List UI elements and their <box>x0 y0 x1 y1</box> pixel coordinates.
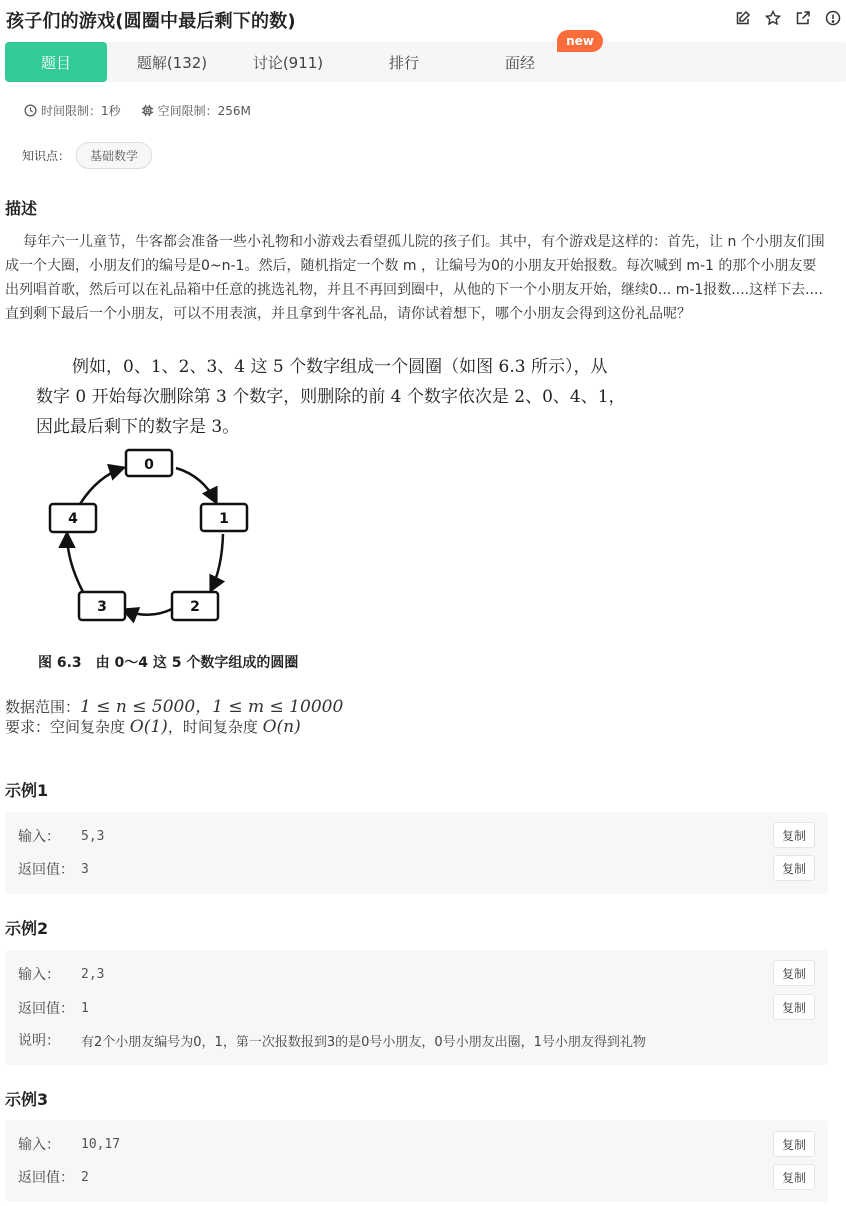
header-actions <box>734 9 842 27</box>
knowledge-label: 知识点： <box>22 149 71 163</box>
space-complexity: O(1) <box>129 717 168 737</box>
example-3-heading: 示例3 <box>5 1090 49 1109</box>
svg-text:1: 1 <box>219 511 229 527</box>
example-2-output-row: 返回值： 1 <box>18 1000 89 1017</box>
space-limit <box>141 102 251 119</box>
tab-discussion[interactable]: 讨论(911) <box>252 53 324 72</box>
time-complexity: O(n) <box>262 717 301 737</box>
new-badge: new <box>557 30 603 52</box>
example-1-input: 5,3 <box>81 828 105 844</box>
range-math: 1 ≤ n ≤ 5000，1 ≤ m ≤ 10000 <box>80 697 344 717</box>
clock-icon <box>24 104 37 117</box>
star-icon[interactable] <box>764 9 782 27</box>
example-2-input: 2,3 <box>81 966 105 982</box>
example-2-input-row: 输入： 2,3 <box>18 966 105 983</box>
copy-output-button[interactable]: 复制 <box>773 994 815 1020</box>
node-3 <box>79 592 125 620</box>
example-1-box <box>5 812 828 894</box>
figure-line-2: 数字 0 开始每次删除第 3 个数字，则删除的前 4 个数字依次是 2、0、4、1， <box>36 387 626 407</box>
svg-text:2: 2 <box>190 599 200 615</box>
arc-3-4 <box>67 534 83 592</box>
time-limit-text: 时间限制：1秒 <box>41 104 121 118</box>
knowledge-tag[interactable]: 基础数学 <box>76 142 152 169</box>
limits <box>24 102 271 119</box>
tab-bar <box>5 42 846 82</box>
copy-output-button[interactable]: 复制 <box>773 1164 815 1190</box>
tab-ranking[interactable]: 排行 <box>388 53 419 72</box>
space-limit-text: 空间限制：256M <box>157 104 251 118</box>
arc-4-0 <box>80 468 123 504</box>
svg-text:3: 3 <box>97 599 107 615</box>
complexity-requirement: 要求：空间复杂度 O(1)，时间复杂度 O(n) <box>5 717 301 737</box>
copy-input-button[interactable]: 复制 <box>773 822 815 848</box>
data-range: 数据范围：1 ≤ n ≤ 5000，1 ≤ m ≤ 10000 <box>5 697 344 717</box>
example-2-output: 1 <box>81 1000 89 1016</box>
example-1-heading: 示例1 <box>5 781 49 800</box>
node-1 <box>201 504 247 531</box>
circle-diagram <box>18 346 718 646</box>
svg-text:4: 4 <box>68 511 78 527</box>
arc-1-2 <box>211 534 223 590</box>
edit-icon[interactable] <box>734 9 752 27</box>
example-3-output: 2 <box>81 1169 89 1185</box>
knowledge-point <box>22 142 152 169</box>
svg-text:0: 0 <box>144 457 154 473</box>
node-4 <box>50 504 96 532</box>
tab-interview[interactable]: 面经 <box>504 53 535 72</box>
example-2-heading: 示例2 <box>5 919 49 938</box>
example-3-box <box>5 1120 828 1202</box>
figure-line-1: 例如，0、1、2、3、4 这 5 个数字组成一个圆圈（如图 6.3 所示），从 <box>72 357 608 377</box>
description-heading: 描述 <box>5 199 38 218</box>
tab-solutions[interactable]: 题解(132) <box>136 53 208 72</box>
arc-2-3 <box>124 609 172 615</box>
example-2-note-row: 说明： 有2个小朋友编号为0，1，第一次报数报到3的是0号小朋友，0号小朋友出圈，1号小朋友得到礼物 <box>18 1030 646 1050</box>
title-bar <box>0 0 846 38</box>
tab-problem[interactable]: 题目 <box>5 42 107 82</box>
example-3-output-row: 返回值： 2 <box>18 1169 89 1186</box>
page-title: 孩子们的游戏(圆圈中最后剩下的数) <box>6 11 296 32</box>
example-2-note: 有2个小朋友编号为0，1，第一次报数报到3的是0号小朋友，0号小朋友出圈，1号小朋友得到礼物 <box>81 1034 646 1050</box>
copy-input-button[interactable]: 复制 <box>773 1131 815 1157</box>
external-link-icon[interactable] <box>794 9 812 27</box>
description-text: 每年六一儿童节，牛客都会准备一些小礼物和小游戏去看望孤儿院的孩子们。其中，有个游戏是这样的：首先，让 n 个小朋友们围成一个大圈，小朋友们的编号是0~n-1。然后，随机指定一个数 m ，让编号为0的小朋友开始报数。每次喊到 m-1 的那个小朋友要出列唱首歌，然后可以在礼品箱中任意的挑选礼物，并且不再回到圈中，从他的下一个小朋友开始，继续0... m-1报数....这样下去....直到剩下最后一个小朋友，可以不用表演，并且拿到牛客礼品，请你试着想下，哪个小朋友会得到这份礼品呢？ <box>5 234 825 322</box>
figure-caption: 图 6.3 由 0～4 这 5 个数字组成的圆圈 <box>38 655 299 671</box>
info-icon[interactable] <box>824 9 842 27</box>
node-0 <box>126 450 172 476</box>
chip-icon <box>141 104 154 117</box>
figure-image <box>18 346 718 686</box>
arc-0-1 <box>176 468 216 502</box>
example-3-input: 10,17 <box>81 1136 121 1152</box>
example-2-box <box>5 950 828 1065</box>
copy-output-button[interactable]: 复制 <box>773 855 815 881</box>
time-limit <box>24 102 121 119</box>
figure-line-3: 因此最后剩下的数字是 3。 <box>36 417 240 437</box>
node-2 <box>172 592 218 620</box>
copy-input-button[interactable]: 复制 <box>773 960 815 986</box>
example-3-input-row: 输入： 10,17 <box>18 1136 121 1153</box>
example-1-output-row: 返回值： 3 <box>18 861 89 878</box>
example-1-input-row: 输入： 5,3 <box>18 828 105 845</box>
example-1-output: 3 <box>81 861 89 877</box>
